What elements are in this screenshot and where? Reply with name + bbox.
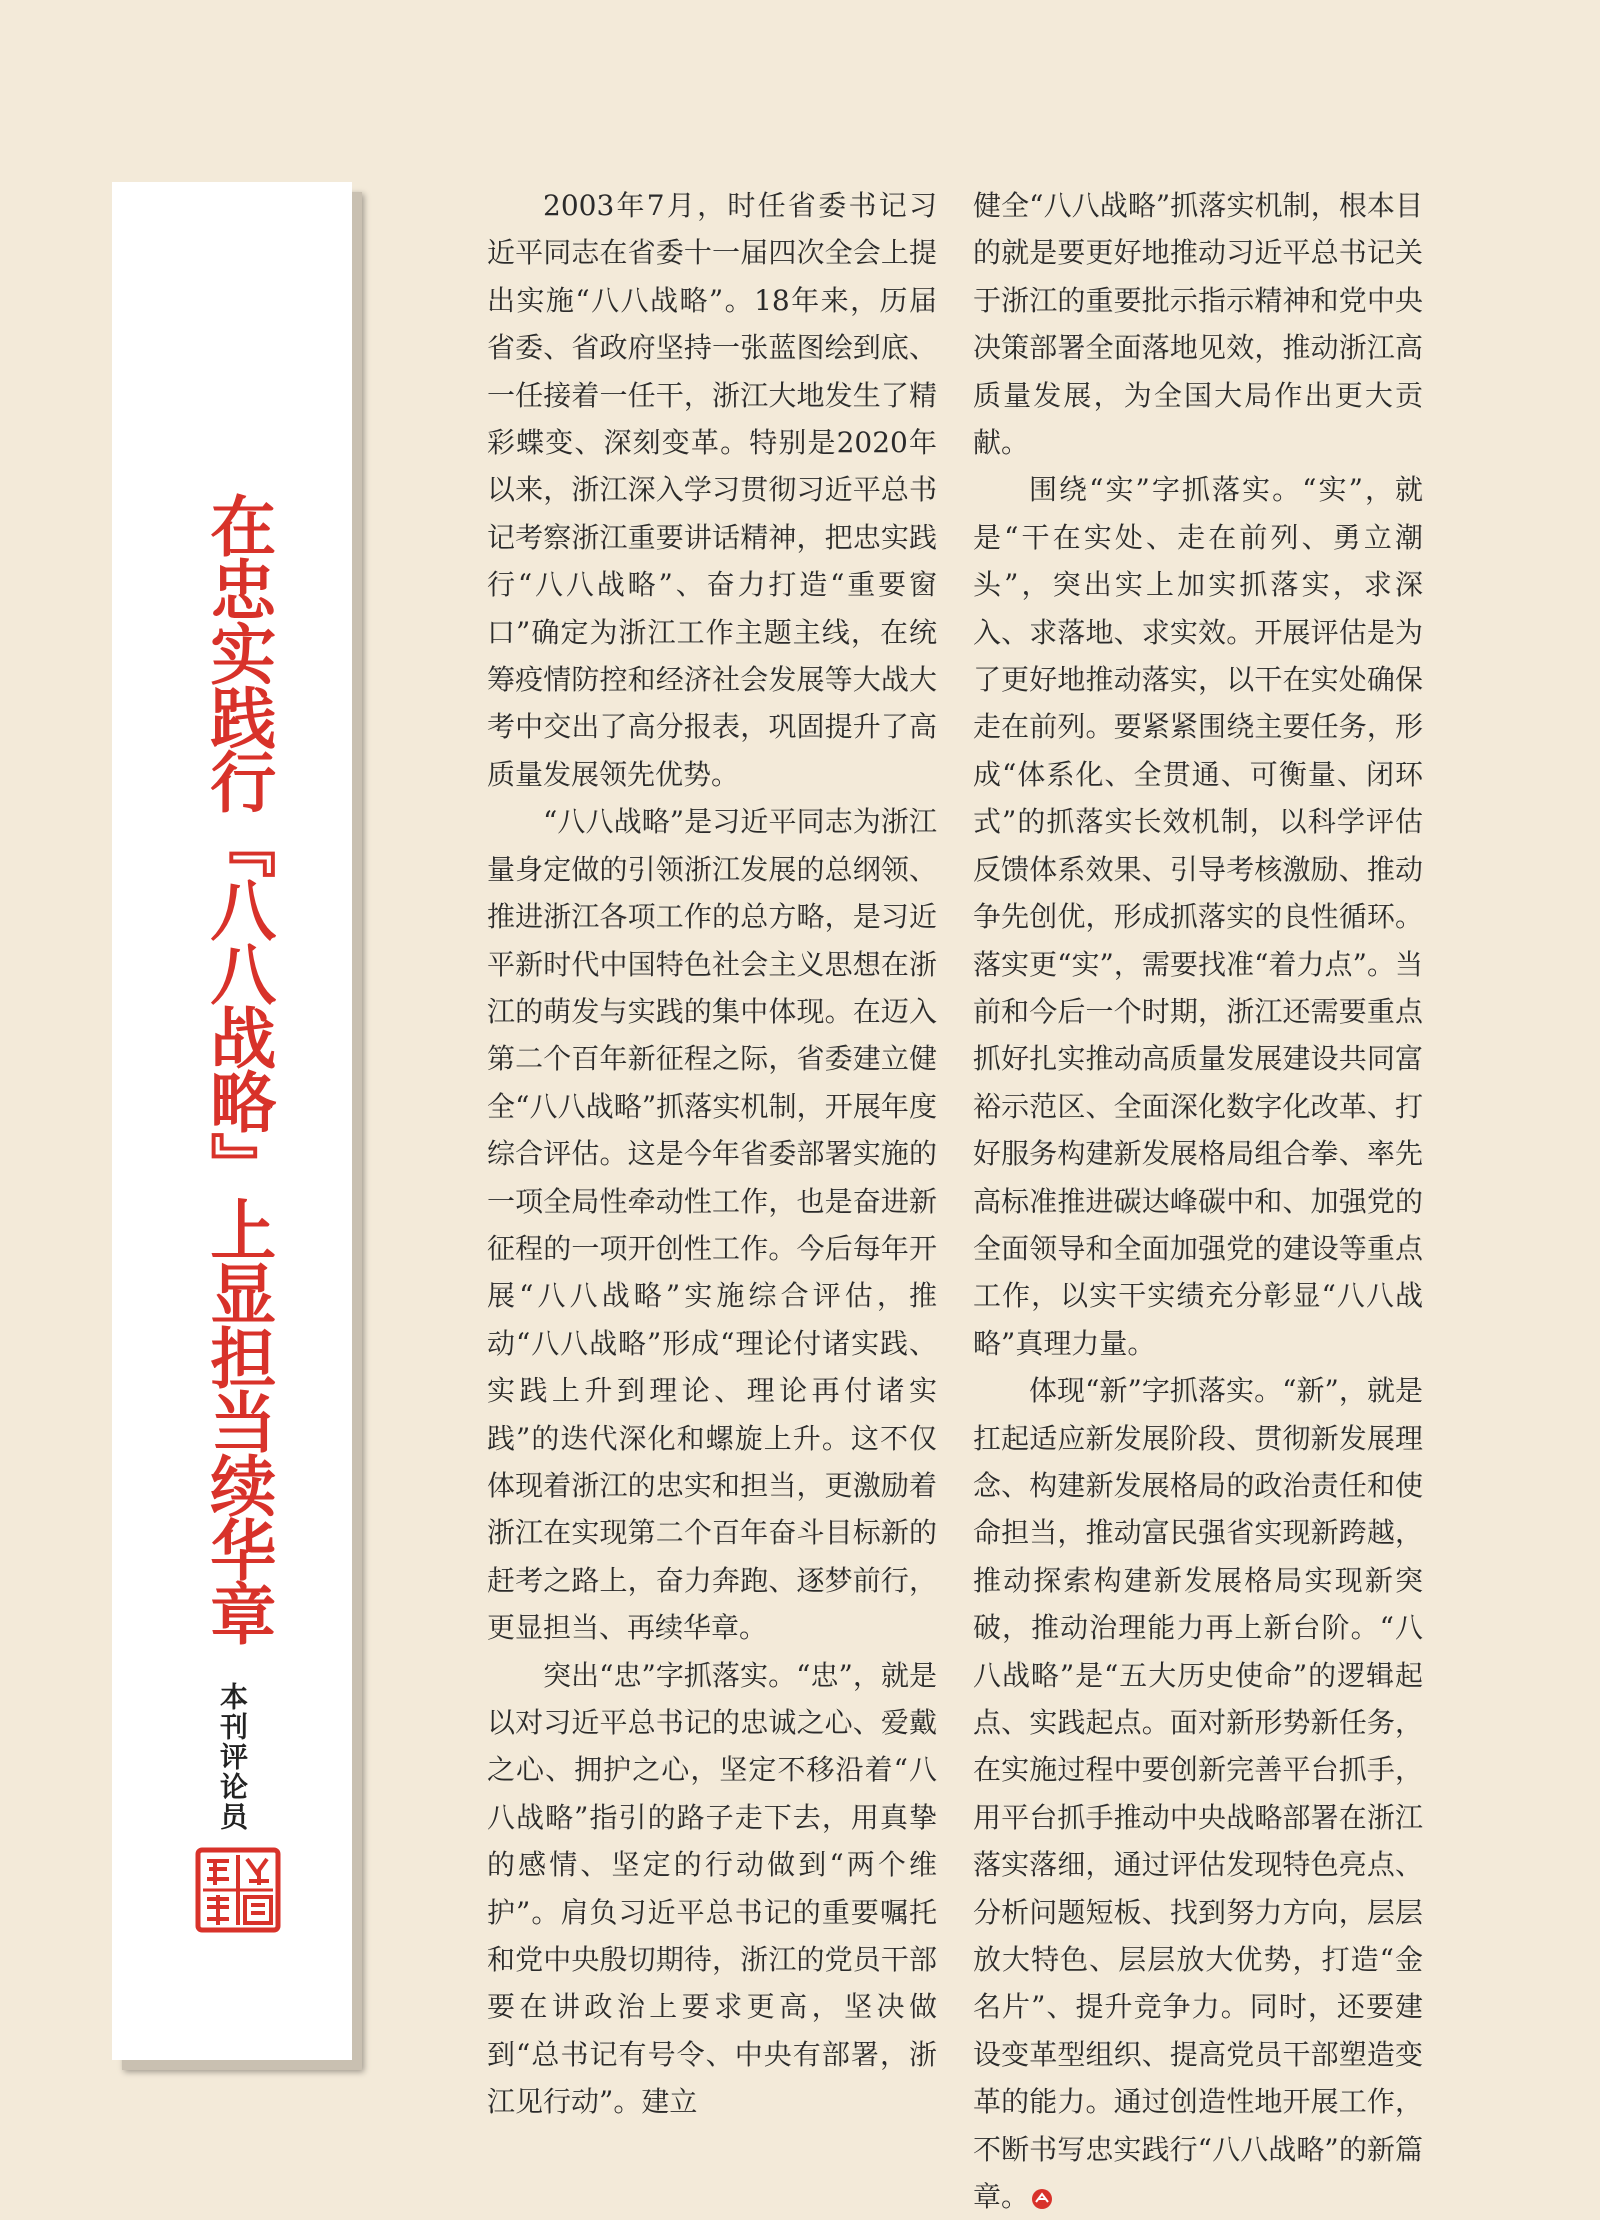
article-title: 在忠实践行『八八战略』上显担当续华章 [198, 492, 276, 1644]
paragraph-3: 突出“忠”字抓落实。“忠”，就是以对习近平总书记的忠诚之心、爱戴之心、拥护之心，坚定不移沿着“八八战略”指引的路子走下去，用真挚的感情、坚定的行动做到“两个维护”。肩负习近平总书记的重要嘱托和党中央殷切期待，浙江的党员干部要在讲政治上要求更高，坚决做到“总书记有号令、中央有部署，浙江见行动”。建立 [487, 1658, 937, 2119]
paragraph-5-text: 体现“新”字抓落实。“新”，就是扛起适应新发展阶段、贯彻新发展理念、构建新发展格局的政治责任和使命担当，推动富民强省实现新跨越，推动探索构建新发展格局实现新突破，推动治理能力再上新台阶。“八八战略”是“五大历史使命”的逻辑起点、实践起点。面对新形势新任务，在实施过程中要创新完善平台抓手，用平台抓手推动中央战略部署在浙江落实落细，通过评估发现特色亮点、分析问题短板、找到努力方向，层层放大特色、层层放大优势，打造“金名片”、提升竞争力。同时，还要建设变革型组织、提高党员干部塑造变革的能力。通过创造性地开展工作，不断书写忠实践行“八八战略”的新篇章。 [973, 1374, 1423, 2214]
end-mark-icon [1031, 2188, 1053, 2210]
paragraph-4: 围绕“实”字抓落实。“实”，就是“干在实处、走在前列、勇立潮头”，突出实上加实抓落实，求深入、求落地、求实效。开展评估是为了更好地推动落实，以干在实处确保走在前列。要紧紧围绕主要任务，形成“体系化、全贯通、可衡量、闭环式”的抓落实长效机制，以科学评估反馈体系效果、引导考核激励、推动争先创优，形成抓落实的良性循环。落实更“实”，需要找准“着力点”。当前和今后一个时期，浙江还需要重点抓好扎实推动高质量发展建设共同富裕示范区、全面深化数字化改革、打好服务构建新发展格局组合拳、率先高标准推进碳达峰碳中和、加强党的全面领导和全面加强党的建设等重点工作，以实干实绩充分彰显“八八战略”真理力量。 [973, 473, 1423, 1360]
article-column-left [487, 182, 937, 2126]
byline: 本刊评论员 [216, 1682, 249, 1832]
paragraph-2: “八八战略”是习近平同志为浙江量身定做的引领浙江发展的总纲领、推进浙江各项工作的总方略，是习近平新时代中国特色社会主义思想在浙江的萌发与实践的集中体现。在迈入第二个百年新征程之际，省委建立健全“八八战略”抓落实机制，开展年度综合评估。这是今年省委部署实施的一项全局性牵动性工作，也是奋进新征程的一项开创性工作。今后每年开展“八八战略”实施综合评估，推动“八八战略”形成“理论付诸实践、实践上升到理论、理论再付诸实践”的迭代深化和螺旋上升。这不仅体现着浙江的忠实和担当，更激励着浙江在实现第二个百年奋斗目标新的赶考之路上，奋力奔跑、逐梦前行，更显担当、再续华章。 [487, 805, 937, 1645]
paragraph-1: 2003年7月，时任省委书记习近平同志在省委十一届四次全会上提出实施“八八战略”。18年来，历届省委、省政府坚持一张蓝图绘到底、一任接着一任干，浙江大地发生了精彩蝶变、深刻变革。特别是2020年以来，浙江深入学习贯彻习近平总书记考察浙江重要讲话精神，把忠实践行“八八战略”、奋力打造“重要窗口”确定为浙江工作主题主线，在统筹疫情防控和经济社会发展等大战大考中交出了高分报表，巩固提升了高质量发展领先优势。 [487, 189, 937, 791]
seal-stamp-icon [195, 1847, 281, 1933]
paragraph-3-continued: 健全“八八战略”抓落实机制，根本目的就是要更好地推动习近平总书记关于浙江的重要批示指示精神和党中央决策部署全面落地见效，推动浙江高质量发展，为全国大局作出更大贡献。 [973, 189, 1423, 460]
title-panel [112, 182, 352, 2060]
paragraph-5 [973, 1367, 1423, 2220]
article-column-right [973, 182, 1423, 2220]
